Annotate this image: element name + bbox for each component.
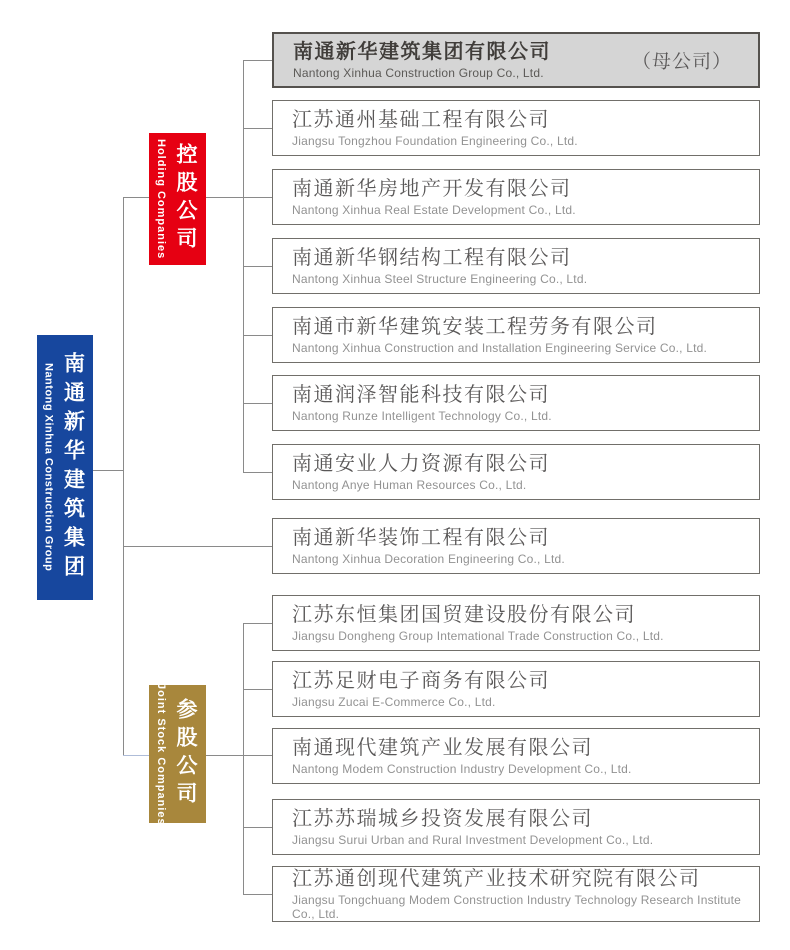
company-name-en: Jiangsu Tongchuang Modem Construction Industry Technology Research Institute Co., Ltd.: [292, 892, 742, 921]
company-box-parent: [272, 32, 760, 88]
connector-stub: [243, 60, 272, 61]
company-box: [272, 661, 760, 717]
holding-companies-label-en: Holding Companies: [155, 138, 167, 260]
company-box: [272, 444, 760, 500]
company-name-en: Nantong Anye Human Resources Co., Ltd.: [292, 477, 527, 492]
parent-company-note: （母公司）: [631, 51, 732, 73]
connector-joint-to-rail: [206, 755, 243, 756]
company-name-zh: 江苏通创现代建筑产业技术研究院有限公司: [292, 867, 701, 890]
connector-stub: [243, 623, 272, 624]
root-group-label-en: Nantong Xinhua Construction Group: [42, 363, 55, 572]
company-box: [272, 866, 760, 922]
company-name-en: Jiangsu Tongzhou Foundation Engineering Co., Ltd.: [292, 133, 578, 148]
connector-stub: [243, 128, 272, 129]
company-name-en: Nantong Xinhua Construction and Installation Engineering Service Co., Ltd.: [292, 340, 708, 355]
connector-root-to-trunk: [93, 470, 123, 471]
connector-stub: [243, 335, 272, 336]
company-box: [272, 375, 760, 431]
company-name-en: Jiangsu Dongheng Group Intemational Trade Construction Co., Ltd.: [292, 628, 664, 643]
company-name-en: Nantong Modem Construction Industry Development Co., Ltd.: [292, 761, 632, 776]
company-name-en: Nantong Xinhua Steel Structure Engineering Co., Ltd.: [292, 271, 588, 286]
connector-trunk-to-joint: [123, 755, 149, 756]
company-name-en: Jiangsu Zucai E-Commerce Co., Ltd.: [292, 694, 496, 709]
company-name-zh: 南通现代建筑产业发展有限公司: [292, 736, 593, 759]
company-name-en: Jiangsu Surui Urban and Rural Investment Development Co., Ltd.: [292, 832, 654, 847]
company-name-en: Nantong Runze Intelligent Technology Co., Ltd.: [292, 408, 552, 423]
company-name-zh: 南通安业人力资源有限公司: [292, 452, 550, 475]
connector-stub: [243, 894, 272, 895]
root-group-label: [37, 335, 93, 600]
company-box: [272, 100, 760, 156]
connector-stub: [243, 197, 272, 198]
connector-stub: [243, 689, 272, 690]
connector-joint-rail: [243, 623, 244, 894]
company-box: [272, 728, 760, 784]
company-name-zh: 南通新华钢结构工程有限公司: [292, 246, 572, 269]
company-name-zh: 南通新华房地产开发有限公司: [292, 177, 572, 200]
company-name-en: Nantong Xinhua Real Estate Development Co., Ltd.: [292, 202, 576, 217]
joint-stock-companies-label: [149, 682, 206, 826]
company-name-zh: 江苏足财电子商务有限公司: [292, 669, 550, 692]
connector-stub: [243, 827, 272, 828]
company-name-zh: 江苏东恒集团国贸建设股份有限公司: [292, 603, 636, 626]
company-name-zh: 南通润泽智能科技有限公司: [292, 383, 550, 406]
company-name-zh: 南通新华建筑集团有限公司: [293, 40, 551, 63]
connector-stub: [243, 755, 272, 756]
company-name-zh: 南通新华装饰工程有限公司: [292, 526, 550, 549]
joint-stock-companies-label-en: Joint Stock Companies: [155, 682, 167, 826]
company-name-zh: 江苏通州基础工程有限公司: [292, 108, 550, 131]
company-box: [272, 238, 760, 294]
connector-stub: [243, 266, 272, 267]
connector-trunk-to-decoration: [123, 546, 272, 547]
joint-stock-companies-label-zh: 参股公司: [174, 698, 197, 810]
root-group-label-zh: 南通新华建筑集团: [61, 351, 85, 584]
company-box: [272, 518, 760, 574]
company-name-zh: 江苏苏瑞城乡投资发展有限公司: [292, 807, 593, 830]
company-box: [272, 169, 760, 225]
company-name-zh: 南通市新华建筑安装工程劳务有限公司: [292, 315, 658, 338]
company-name-en: Nantong Xinhua Construction Group Co., Ltd.: [293, 65, 544, 80]
holding-companies-label: [149, 133, 206, 265]
connector-stub: [243, 472, 272, 473]
connector-trunk: [123, 197, 124, 756]
company-box: [272, 595, 760, 651]
company-name-en: Nantong Xinhua Decoration Engineering Co., Ltd.: [292, 551, 565, 566]
company-box: [272, 307, 760, 363]
connector-stub: [243, 403, 272, 404]
company-box: [272, 799, 760, 855]
connector-holding-to-rail: [206, 197, 243, 198]
holding-companies-label-zh: 控股公司: [174, 143, 197, 255]
connector-trunk-to-holding: [123, 197, 149, 198]
